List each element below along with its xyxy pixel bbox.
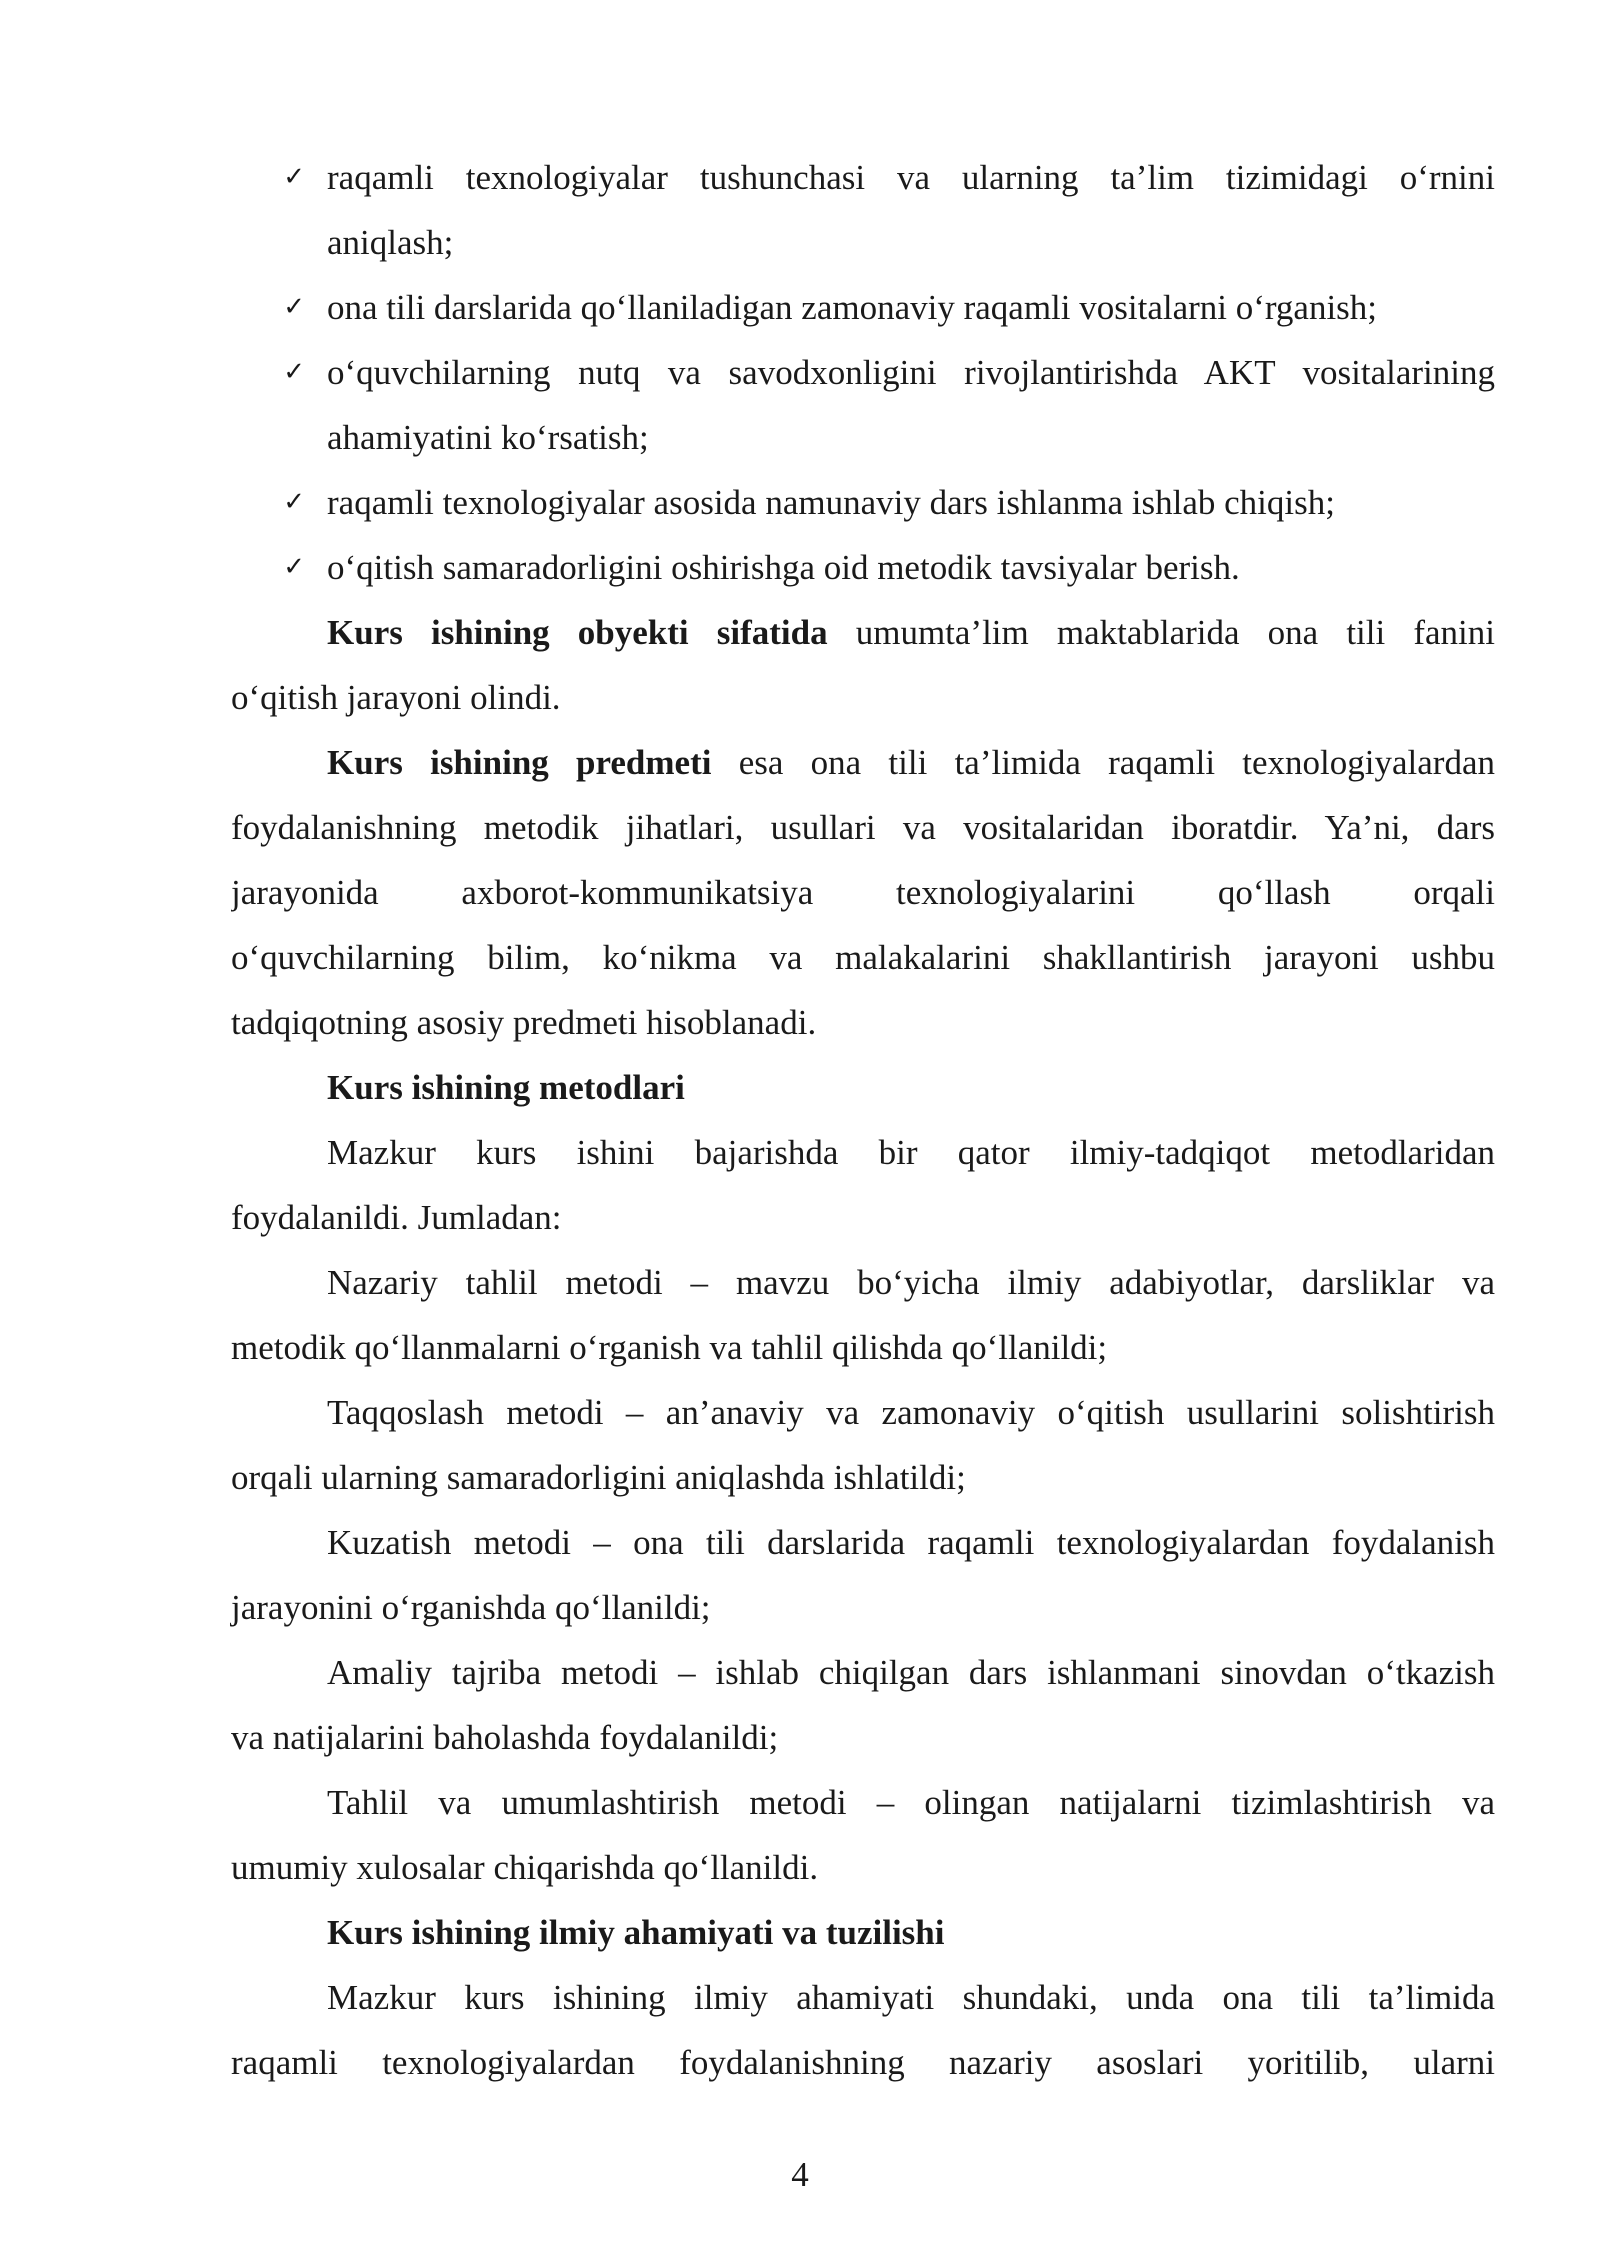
method-paragraph-line: jarayonini o‘rganishda qo‘llanildi; xyxy=(231,1588,711,1627)
list-item-text: raqamli texnologiyalar tushunchasi va ularning ta’lim tizimidagi o‘rnini xyxy=(327,158,1495,197)
obyekt-text: umumta’lim maktablarida ona tili fanini xyxy=(827,613,1495,652)
checkmark-icon: ✓ xyxy=(283,357,305,387)
method-paragraph-line: Taqqoslash metodi – an’anaviy va zamonaviy o‘qitish usullarini solishtirish xyxy=(327,1393,1495,1432)
list-item-text: ona tili darslarida qo‘llaniladigan zamonaviy raqamli vositalarni o‘rganish; xyxy=(327,288,1378,327)
predmet-bold-lead: Kurs ishining predmeti xyxy=(327,743,712,782)
page-content xyxy=(231,145,1495,2095)
method-paragraph-line: Tahlil va umumlashtirish metodi – olingan natijalarni tizimlashtirish va xyxy=(327,1783,1495,1822)
obyekt-paragraph-line xyxy=(231,600,1495,665)
metodlar-intro-line: Mazkur kurs ishini bajarishda bir qator ilmiy-tadqiqot metodlaridan xyxy=(327,1133,1495,1172)
list-item xyxy=(231,275,1495,340)
method-paragraph-line: Kuzatish metodi – ona tili darslarida raqamli texnologiyalardan foydalanish xyxy=(327,1523,1495,1562)
list-item xyxy=(231,340,1495,405)
method-paragraph-line: Nazariy tahlil metodi – mavzu bo‘yicha ilmiy adabiyotlar, darsliklar va xyxy=(327,1263,1495,1302)
checkmark-icon: ✓ xyxy=(283,487,305,517)
checkmark-icon: ✓ xyxy=(283,162,305,192)
checkmark-icon: ✓ xyxy=(283,552,305,582)
predmet-paragraph-line: tadqiqotning asosiy predmeti hisoblanadi. xyxy=(231,1003,817,1042)
list-item xyxy=(231,470,1495,535)
checkmark-icon: ✓ xyxy=(283,292,305,322)
ahamiyat-heading: Kurs ishining ilmiy ahamiyati va tuzilishi xyxy=(327,1913,945,1952)
list-item-text: raqamli texnologiyalar asosida namunaviy dars ishlanma ishlab chiqish; xyxy=(327,483,1335,522)
obyekt-bold-lead: Kurs ishining obyekti sifatida xyxy=(327,613,828,652)
list-item xyxy=(231,145,1495,210)
list-item xyxy=(231,535,1495,600)
method-paragraph-line: va natijalarini baholashda foydalanildi; xyxy=(231,1718,779,1757)
ahamiyat-paragraph-line: Mazkur kurs ishining ilmiy ahamiyati shundaki, unda ona tili ta’limida xyxy=(327,1978,1495,2017)
predmet-paragraph-line xyxy=(231,730,1495,795)
page-number: 4 xyxy=(791,2155,809,2194)
list-item-continuation: ahamiyatini ko‘rsatish; xyxy=(327,418,649,457)
metodlar-intro-line: foydalanildi. Jumladan: xyxy=(231,1198,562,1237)
method-paragraph-line: Amaliy tajriba metodi – ishlab chiqilgan dars ishlanmani sinovdan o‘tkazish xyxy=(327,1653,1495,1692)
ahamiyat-paragraph-line: raqamli texnologiyalardan foydalanishning nazariy asoslari yoritilib, ularni xyxy=(231,2043,1495,2082)
obyekt-paragraph-line: o‘qitish jarayoni olindi. xyxy=(231,678,561,717)
list-item-continuation: aniqlash; xyxy=(327,223,454,262)
section-heading xyxy=(231,1900,1495,1965)
predmet-text: esa ona tili ta’limida raqamli texnologiyalardan xyxy=(711,743,1495,782)
method-paragraph-line: umumiy xulosalar chiqarishda qo‘llanildi. xyxy=(231,1848,819,1887)
section-heading xyxy=(231,1055,1495,1120)
method-paragraph-line: metodik qo‘llanmalarni o‘rganish va tahlil qilishda qo‘llanildi; xyxy=(231,1328,1108,1367)
list-item-text: o‘qitish samaradorligini oshirishga oid metodik tavsiyalar berish. xyxy=(327,548,1240,587)
metodlar-heading: Kurs ishining metodlari xyxy=(327,1068,685,1107)
predmet-paragraph-line: o‘quvchilarning bilim, ko‘nikma va malakalarini shakllantirish jarayoni ushbu xyxy=(231,938,1495,977)
predmet-paragraph-line: foydalanishning metodik jihatlari, usullari va vositalaridan iboratdir. Ya’ni, dars xyxy=(231,808,1495,847)
list-item-text: o‘quvchilarning nutq va savodxonligini rivojlantirishda AKT vositalarining xyxy=(327,353,1495,392)
method-paragraph-line: orqali ularning samaradorligini aniqlashda ishlatildi; xyxy=(231,1458,966,1497)
predmet-paragraph-line: jarayonida axborot-kommunikatsiya texnologiyalarini qo‘llash orqali xyxy=(231,873,1495,912)
